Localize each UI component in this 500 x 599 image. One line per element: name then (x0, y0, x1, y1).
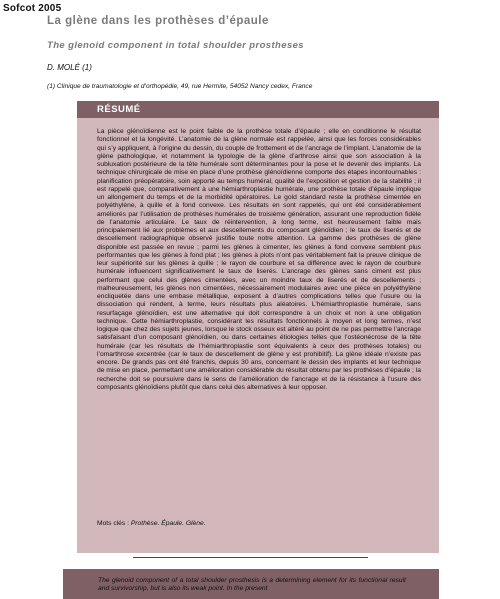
resume-header-bar (77, 101, 439, 118)
author-affiliation: (1) Clinique de traumatologie et d’orthopédie, 49, rue Hermite, 54052 Nancy cedex, France (47, 83, 313, 90)
resume-paragraph: La pièce glénoïdienne est le point faible de la prothèse totale d’épaule ; elle en conditionne le résultat fonctionnel et la longévité. L’anatomie de la glène normale est rappelée, ainsi que les forces considérables qui s’y appliquent, à l’origine du dessin, du couple de frottement et de l’ancrage de l’implant. L’anatomie de la glène pathologique, et notamment la typologie de la glène d’arthrose ainsi que son association à la subluxation postérieure de la tête humérale sont déterminantes pour la pose et le devenir des implants. La technique chirurgicale de mise en place d’une prothèse glénoïdienne comporte des étapes incontournables : planification préopératoire, soin apporté au temps huméral, qualité de l’exposition et gestion de la stabilité ; il est rappelé que, comparativement à une hémiarthroplastie humérale, une prothèse totale d’épaule implique un allongement du temps et de la morbidité opératoires. Le gold standard reste la prothèse cimentée en polyéthylène, à quille et à fond convexe. Les résultats en sont rappelés, qui ont été considérablement améliorés par l’utilisation de prothèses humérales de troisième génération, assurant une reproduction fidèle de l’anatomie articulaire. Le taux de réintervention, à long terme, est heureusement faible mais principalement lié aux problèmes et aux descellements du composant glénoïdien ; le taux de liserés et de descellement radiographique observé justifie toute notre attention. La gamme des prothèses de glène disponible est passée en revue ; parmi les glènes à cimenter, les glènes à fond convexe semblent plus performantes que les glènes à fond plat ; les glènes à plots n’ont pas véritablement fait la preuve clinique de leur supériorité sur les glènes à quille ; le rayon de courbure et sa différence avec le rayon de courbure humérale influencent significativement le taux de liserés. L’ancrage des glènes sans ciment est plus performant que celui des glènes cimentées, avec un moindre taux de liserés et de descellements ; malheureusement, les glènes non cimentées, nécessairement modulaires avec une pièce en polyéthylène encliquetée dans une embase métallique, exposent à d’autres complications telles que l’usure ou la dissociation qui rendent, à terme, leurs résultats plus aléatoires. L’hémiarthroplastie humérale, sans resurfaçage glénoïdien, est une alternative qui doit correspondre à un choix et non à une obligation technique. Cette hémiarthroplastie, considérant les résultats fonctionnels à moyen et long termes, n’est logique que chez des sujets jeunes, lorsque le stock osseux est altéré au point de ne pas permettre l’ancrage satisfaisant d’un composant glénoïdien, ou dans certaines étiologies telles que l’ostéonécrose de la tête humérale (car les résultats de l’hémiarthroplastie sont équivalents à ceux des prothèses totales) ou l’omarthrose excentrée (car le taux de descellement de glène y est prohibitif). La glène idéale n’existe pas encore. De grands pas ont été franchis, depuis 30 ans, concernant le dessin des implants et leur technique de mise en place, permettant une amélioration considérable du résultat obtenu par les prothèses d’épaule ; la recherche doit se poursuivre dans le sens de l’amélioration de l’ancrage et de la résistance à l’usure des composants glénoïdiens plutôt que dans celui des alternatives à leur opposer. (97, 128, 421, 391)
section-divider (133, 557, 368, 558)
abstract-text: The glenoid component of a total shoulder prosthesis is a determining element for its functional result and survivorship, but is also its weak point. In the present (98, 577, 406, 593)
keywords-label: Mots clés : (97, 520, 129, 527)
article-title: La glène dans les prothèses d’épaule (47, 15, 269, 27)
article-subtitle: The glenoid component in total shoulder prostheses (47, 40, 304, 51)
resume-heading: RÉSUMÉ (97, 104, 141, 115)
journal-tag: Sofcot 2005 (3, 3, 62, 14)
abstract-box (63, 569, 439, 599)
resume-body (97, 128, 421, 392)
resume-box (77, 101, 439, 553)
article-authors: D. MOLÉ (1) (47, 63, 92, 72)
keywords-list: Prothèse. Épaule. Glène. (130, 520, 206, 527)
keywords-line (97, 520, 206, 527)
